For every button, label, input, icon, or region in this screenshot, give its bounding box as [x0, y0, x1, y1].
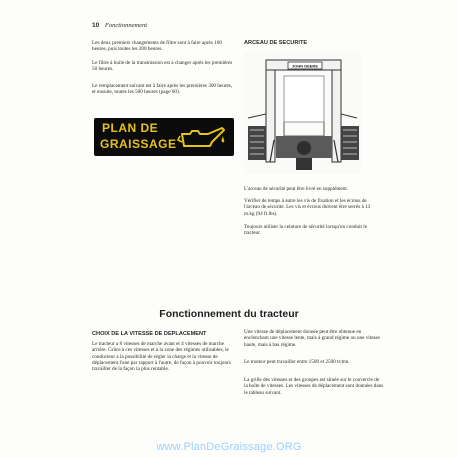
logo-line-1: PLAN DE [102, 121, 159, 135]
page-header-title: Fonctionnement [104, 22, 148, 29]
transmission-filter-paragraph: Le filtre à huile de la transmission est à changer après les premières 50 heures. [92, 60, 233, 73]
gear-grid-paragraph: La grille des vitesses et des groupes est située sur le couvercle de la boîte de vitesses. Les vitesses de déplacement sont données dans le tableau suivant. [244, 377, 384, 396]
gears-paragraph: Le tracteur a 8 vitesses de marche avant et 4 vitesses de marche arrière. Grâce à ces vitesses et à la zone des régimes utilisables, le conducteur a la possibilité de régler la charge et la vitesse de déplacement l'une par rapport à l'autre, de façon à pouvoir toujours travailler de la façon la plus rentable. [92, 341, 231, 373]
frame-label: JOHN DEERE [291, 63, 319, 69]
page-number: 10 [92, 22, 100, 29]
oil-can-icon [176, 122, 228, 154]
speed-obtained-paragraph: Une vitesse de déplacement donnée peut être obtenue en enclenchant une vitesse lente, mais à grand régime ou une vitesse haute, mais à bas régime. [244, 329, 380, 348]
engine-rpm-paragraph: Le moteur peut travailler entre 1500 et 2500 tr/mn. [244, 359, 350, 365]
watermark-url: www.PlanDeGraissage.ORG [156, 441, 302, 453]
section-title: Fonctionnement du tracteur [159, 308, 299, 320]
logo-line-2: GRAISSAGE [100, 137, 177, 151]
rollover-frame-illustration [244, 52, 361, 174]
replacement-paragraph: Le remplacement suivant est à faire après les premières 300 heures, et ensuite, toutes les 500 heures (page 60). [92, 83, 233, 96]
seatbelt-paragraph: Toujours utiliser la ceinture de sécurité lorsqu'on conduit le tracteur. [244, 224, 368, 237]
frame-bolts-paragraph: Vérifier de temps à autre les vis de fixation et les écrous de l'arceau de sécurité. Les vis et écrous doivent être serrés à 13 m.kg (94 ft.lbs). [244, 198, 371, 217]
frame-supplement-paragraph: L'arceau de sécurité peut être livré en supplément. [244, 186, 349, 192]
safety-frame-heading: ARCEAU DE SECURITE [244, 40, 308, 46]
plan-de-graissage-logo [94, 118, 234, 156]
filter-change-paragraph: Les deux premiers changements de filtre sont à faire après 100 heures, puis toutes les 200 heures. [92, 40, 222, 53]
speed-choice-heading: CHOIX DE LA VITESSE DE DEPLACEMENT [92, 331, 207, 337]
page-header [92, 22, 147, 29]
